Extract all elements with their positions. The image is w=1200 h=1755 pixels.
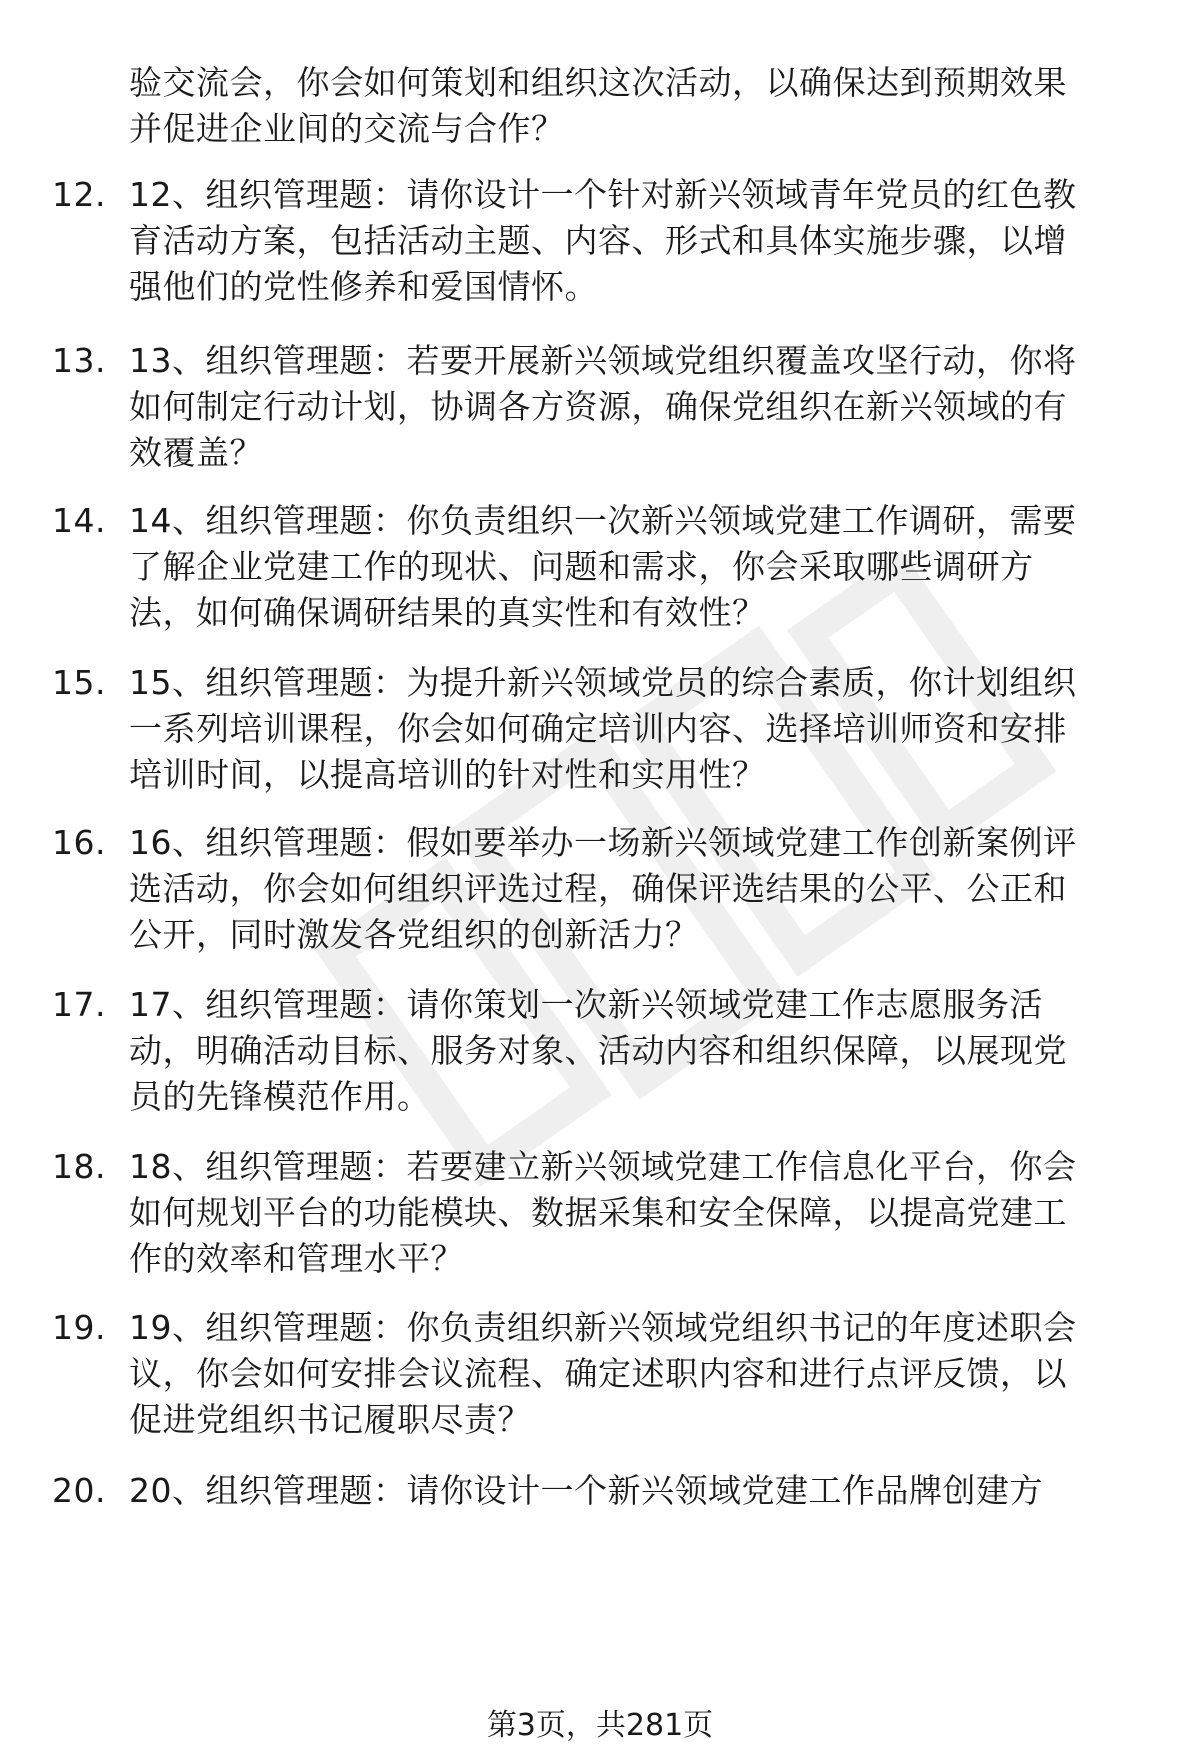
item-line: 法，如何确保调研结果的真实性和有效性？ [129,593,766,632]
item-number: 18. [52,1147,106,1186]
item-line: 动，明确活动目标、服务对象、活动内容和组织保障，以展现党 [129,1031,1067,1070]
item-line: 15、组织管理题：为提升新兴领域党员的综合素质，你计划组织 [129,663,1077,702]
item-number: 19. [52,1308,106,1347]
item-line: 作的效率和管理水平？ [129,1239,464,1278]
item-text [129,172,1159,310]
item-line: 16、组织管理题：假如要举办一场新兴领域党建工作创新案例评 [129,823,1077,862]
item-line: 13、组织管理题：若要开展新兴领域党组织覆盖攻坚行动，你将 [129,341,1077,380]
item-line: 18、组织管理题：若要建立新兴领域党建工作信息化平台，你会 [129,1147,1077,1186]
item-number: 14. [52,501,106,540]
item-line: 并促进企业间的交流与合作？ [129,109,565,148]
item-text [129,338,1159,476]
item-text [129,660,1159,798]
item-number: 20. [52,1471,106,1510]
item-line: 效覆盖？ [129,433,263,472]
item-line: 如何制定行动计划，协调各方资源，确保党组织在新兴领域的有 [129,387,1067,426]
item-number: 17. [52,985,106,1024]
item-line: 了解企业党建工作的现状、问题和需求，你会采取哪些调研方 [129,547,1034,586]
item-line: 17、组织管理题：请你策划一次新兴领域党建工作志愿服务活 [129,985,1043,1024]
item-number: 15. [52,663,106,702]
item-text [129,1305,1159,1443]
item-text [129,982,1159,1120]
item-line: 公开，同时激发各党组织的创新活力？ [129,915,699,954]
item-text [129,1144,1159,1282]
item-line: 19、组织管理题：你负责组织新兴领域党组织书记的年度述职会 [129,1308,1077,1347]
item-line: 强他们的党性修养和爱国情怀。 [129,267,598,306]
item-line: 如何规划平台的功能模块、数据采集和安全保障，以提高党建工 [129,1193,1067,1232]
item-line: 议，你会如何安排会议流程、确定述职内容和进行点评反馈，以 [129,1354,1067,1393]
item-number: 16. [52,823,106,862]
item-line: 促进党组织书记履职尽责？ [129,1400,531,1439]
page-number-footer: 第3页，共281页 [486,1708,714,1743]
item-number: 12. [52,175,106,214]
item-line: 培训时间，以提高培训的针对性和实用性？ [129,755,766,794]
item-text [129,820,1159,958]
item-line: 员的先锋模范作用。 [129,1077,431,1116]
item-line: 14、组织管理题：你负责组织一次新兴领域党建工作调研，需要 [129,501,1077,540]
item-line: 验交流会，你会如何策划和组织这次活动，以确保达到预期效果 [129,63,1067,102]
item-line: 选活动，你会如何组织评选过程，确保评选结果的公平、公正和 [129,869,1067,908]
item-text [129,1468,1159,1514]
item-line: 一系列培训课程，你会如何确定培训内容、选择培训师资和安排 [129,709,1067,748]
item-text [129,60,1159,152]
item-number: 13. [52,341,106,380]
item-text [129,498,1159,636]
item-line: 20、组织管理题：请你设计一个新兴领域党建工作品牌创建方 [129,1471,1043,1510]
item-line: 育活动方案，包括活动主题、内容、形式和具体实施步骤，以增 [129,221,1067,260]
item-line: 12、组织管理题：请你设计一个针对新兴领域青年党员的红色教 [129,175,1077,214]
